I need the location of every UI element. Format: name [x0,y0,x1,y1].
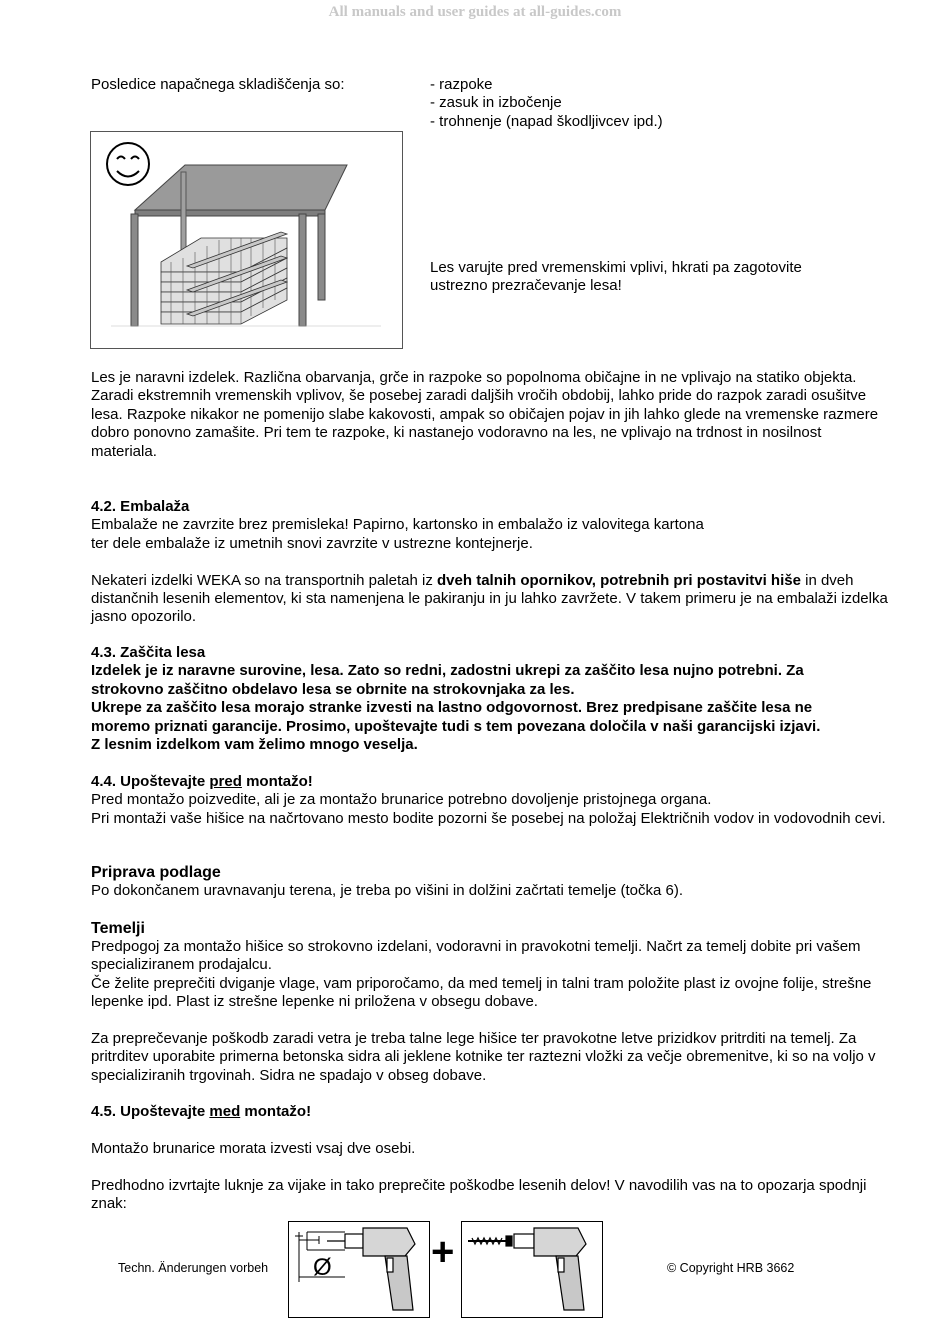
intro-paragraph: Zaradi ekstremnih vremenskih vplivov, še posebej zaradi daljših vročih obdobij, lahko pride do razpok zaradi osušitve lesa. Razpoke nikakor ne pomenijo slabe kakovosti, ampak so običajen pojav in jih lahko glede na vremenske razmere dobro ponovno zamašite. Pri tem te razpoke, ki nastanejo vodoravno na les, ne vplivajo na trdnost in nosilnost materiala. [91,387,879,460]
plus-sign: + [431,1230,455,1274]
consequences-list [430,76,663,131]
body-paragraph: Če želite preprečiti dviganje vlage, vam priporočamo, da med temelj in talni tram položite plast iz ovojne folije, strešne lepenke ipd. Plast iz strešne lepenke ni priložena v obsegu dobave. [91,974,872,1011]
body-line: ter dele embalaže iz umetnih snovi zavrzite v ustrezne kontejnerje. [91,534,533,552]
text-run: 4.5. Upoštevajte [91,1103,210,1120]
diameter-symbol: Ø [313,1254,332,1281]
bold-line: moremo priznati garancije. Prosimo, upoštevajte tudi s tem povezana določila v naši garancijski izjavi. [91,717,821,735]
section-heading: 4.3. Zaščita lesa [91,644,206,661]
section-4-5 [91,1103,891,1213]
drill-icon [327,1228,415,1310]
section-temelji [91,919,891,1085]
text-run: montažo! [241,773,313,790]
bold-text: dveh talnih opornikov, potrebnih pri postavitvi hiše [437,571,801,589]
subheading: Priprava podlage [91,864,221,881]
storage-advice [430,259,802,296]
advice-line: ustrezno prezračevanje lesa! [430,277,622,295]
smiley-icon [107,143,149,185]
subheading: Temelji [91,920,145,937]
storage-illustration [90,131,403,349]
section-heading: 4.2. Embalaža [91,498,190,515]
body-paragraph [91,572,891,627]
consequence-item: - trohnenje (napad škodljivcev ipd.) [430,112,663,130]
consequence-item: - razpoke [430,76,493,93]
bold-line: Ukrepe za zaščito lesa morajo stranke izvesti na lastno odgovornost. Brez predpisane zaščite lesa ne [91,699,813,717]
pre-drill-symbol [288,1221,430,1318]
body-line: Po dokončanem uravnavanju terena, je treba po višini in dolžini začrtati temelje (točka 6). [91,882,683,899]
section-4-3 [91,644,891,754]
text-run: in dveh distančnih lesenih elementov, ki sta namenjena le pakiranju in ju lahko zavržete. V takem primeru je na embalaži izdelka jasno opozorilo. [91,571,888,626]
intro-text [91,369,891,461]
bold-line: Izdelek je iz naravne surovine, lesa. Zato so redni, zadostni ukrepi za zaščito lesa nujno potrebni. Za [91,662,804,680]
body-line: Pri montaži vaše hišice na načrtovano mesto bodite pozorni še posebej na položaj Električnih vodov in vodovodnih cevi. [91,809,886,827]
footer-note: Techn. Änderungen vorbeh [118,1261,269,1275]
section-heading [91,1103,891,1121]
body-paragraph: Predpogoj za montažo hišice so strokovno izdelani, vodoravni in pravokotni temelji. Načrt za temelj dobite pri vašem specializiranem prodajalcu. [91,938,861,974]
copyright: © Copyright HRB 3662 [667,1261,795,1275]
section-heading [91,773,891,791]
text-run: Nekateri izdelki WEKA so na transportnih paletah iz [91,571,438,589]
body-line: Pred montažo poizvedite, ali je za montažo brunarice potrebno dovoljenje pristojnega organa. [91,791,712,809]
advice-line: Les varujte pred vremenskimi vplivi, hkrati pa zagotovite [430,259,802,276]
body-paragraph: Predhodno izvrtajte luknje za vijake in tako preprečite poškodbe lesenih delov! V navodilih vas na to opozarja spodnji znak: [91,1176,867,1212]
screw-icon [468,1236,512,1246]
underlined-text: pred [209,773,242,790]
text-run: 4.4. Upoštevajte [91,773,210,790]
body-line: Montažo brunarice morata izvesti vsaj dve osebi. [91,1139,416,1157]
watermark: All manuals and user guides at all-guides.com [328,4,622,20]
underlined-text: med [209,1103,241,1120]
body-line: Embalaže ne zavrzite brez premisleka! Papirno, kartonsko in embalažo iz valovitega kartona [91,516,704,534]
bold-line: Z lesnim izdelkom vam želimo mnogo veselja. [91,736,418,754]
section-4-2 [91,498,891,627]
section-priprava [91,863,891,900]
drill-icon [514,1228,586,1310]
screw-symbol [461,1221,603,1318]
consequence-item: - zasuk in izbočenje [430,94,562,112]
section-4-4 [91,773,891,828]
body-paragraph: Za preprečevanje poškodb zaradi vetra je treba talne lege hišice ter pravokotne letve prizidkov pritrditi na temelj. Za pritrditev uporabite primerna betonska sidra ali jeklene kotnike ter raztezni vložki za večje obremenitve, ki so na voljo v specializiranih trgovinah. Sidra ne spadajo v obseg dobave. [91,1030,876,1084]
storage-label: Posledice napačnega skladiščenja so: [91,76,345,93]
text-run: montažo! [240,1103,312,1120]
intro-paragraph: Les je naravni izdelek. Različna obarvanja, grče in razpoke so popolnoma običajne in ne vplivajo na statiko objekta. [91,369,857,386]
bold-line: strokovno zaščitno obdelavo lesa se obrnite na strokovnjaka za les. [91,680,575,698]
